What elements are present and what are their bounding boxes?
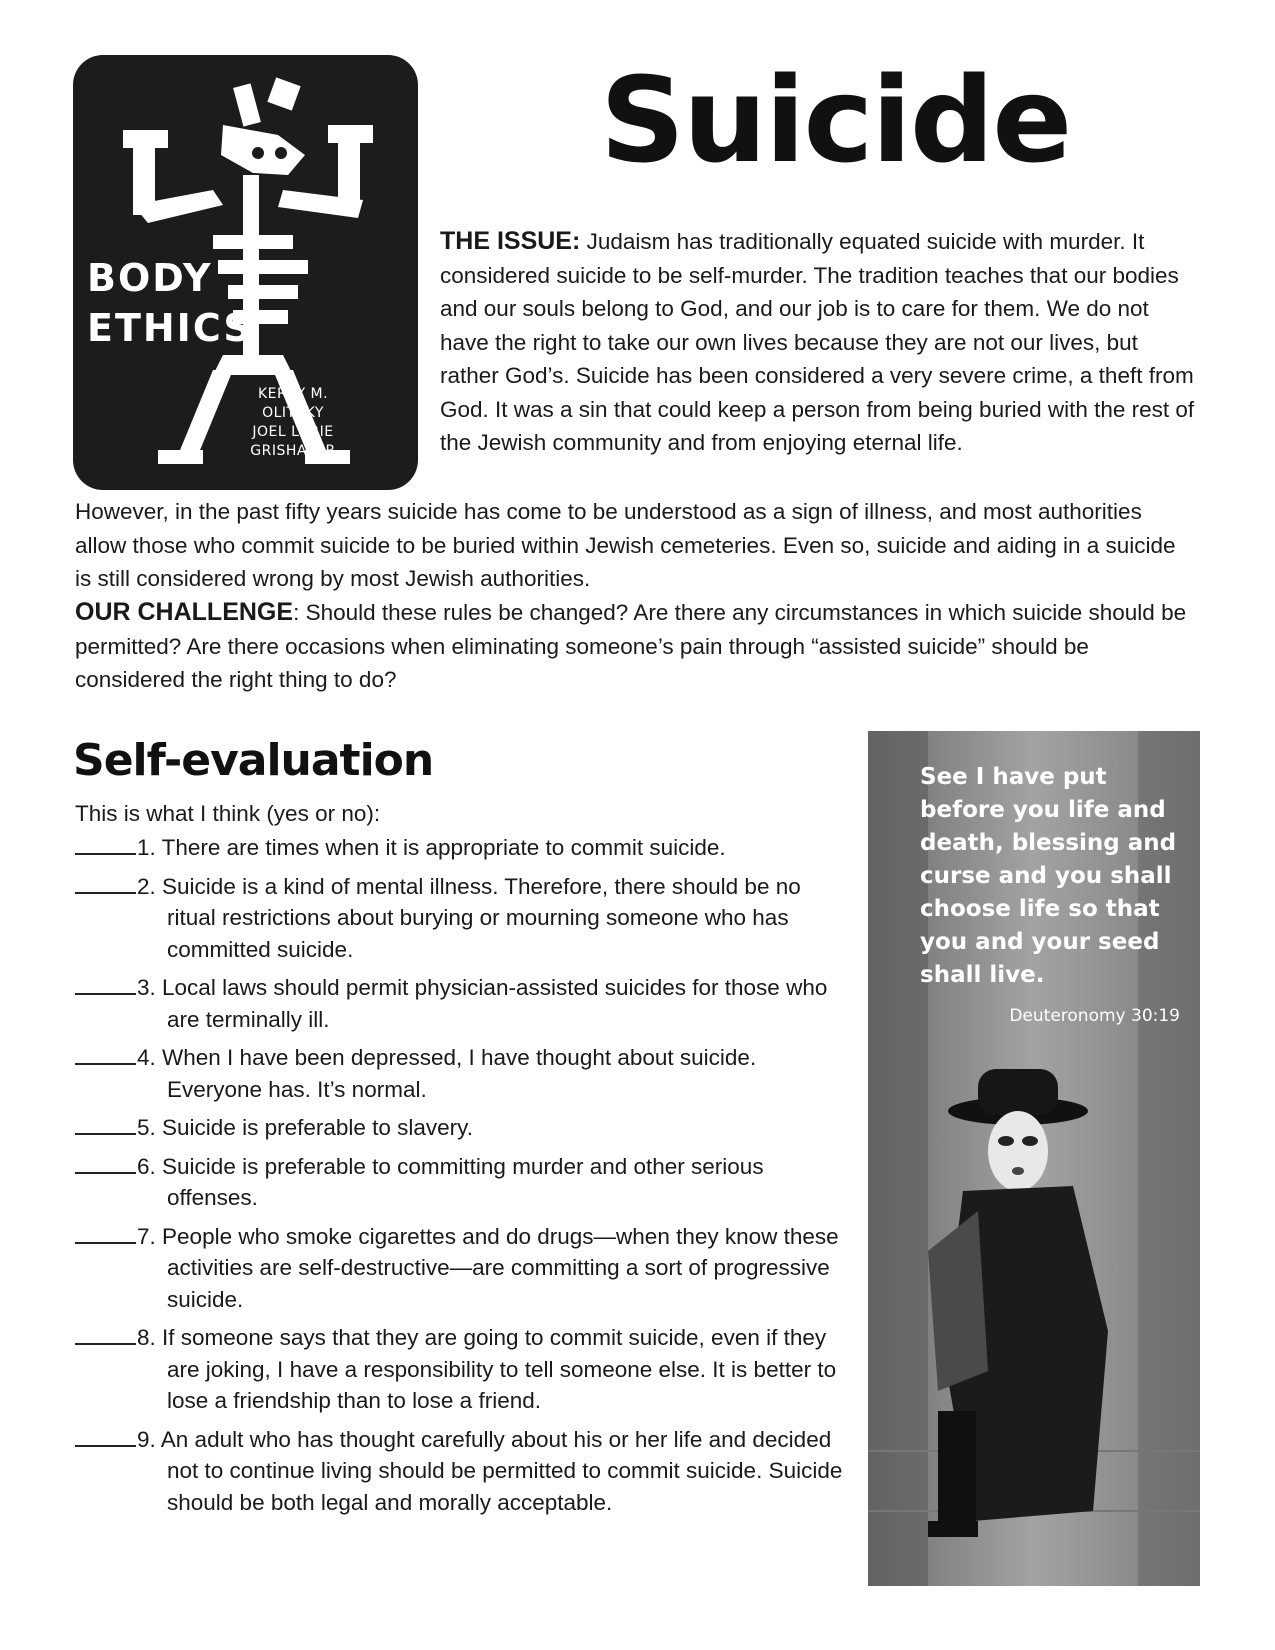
item-number: 7.	[137, 1223, 156, 1249]
item-text: There are times when it is appropriate to commit suicide.	[161, 835, 726, 860]
page-title: Suicide	[600, 51, 1071, 189]
logo-title-line-2: ETHICS	[87, 306, 253, 350]
answer-blank[interactable]	[75, 835, 136, 855]
logo-author-line: JOEL LURIE	[252, 424, 334, 440]
self-evaluation-list	[75, 832, 855, 1525]
challenge-text: : Should these rules be changed? Are there any circumstances in which suicide should be permitted? Are there occasions when eliminating someone’s pain through “assisted suicide” should be considered the right thing to do?	[75, 600, 1187, 692]
self-evaluation-intro: This is what I think (yes or no):	[75, 801, 381, 826]
item-number: 4.	[137, 1045, 156, 1070]
item-number: 2.	[137, 873, 156, 899]
item-text: Suicide is preferable to committing murder and other serious offenses.	[162, 1153, 764, 1210]
issue-label: THE ISSUE:	[440, 227, 581, 255]
item-number: 3.	[137, 975, 156, 1000]
item-number: 6.	[137, 1153, 156, 1179]
logo-author-line: KERRY M.	[257, 386, 329, 402]
logo-title-line-1: BODY	[87, 256, 213, 300]
item-text: Suicide is a kind of mental illness. Therefore, there should be no ritual restrictions about burying or mourning someone who has committed suicide.	[162, 873, 801, 962]
logo-title	[87, 253, 253, 353]
list-item	[75, 1221, 855, 1316]
logo-author-line: GRISHAVER	[250, 443, 336, 459]
list-item	[75, 1151, 855, 1214]
answer-blank[interactable]	[75, 975, 136, 995]
item-text: If someone says that they are going to commit suicide, even if they are joking, I have a responsibility to tell someone else. It is better to lose a friendship than to lose a friend.	[162, 1325, 837, 1413]
list-item	[75, 1424, 855, 1519]
answer-blank[interactable]	[75, 874, 136, 894]
challenge-label: OUR CHALLENGE	[75, 598, 294, 626]
item-number: 1.	[137, 835, 156, 860]
issue-paragraph	[440, 225, 1200, 460]
however-paragraph: However, in the past fifty years suicide has come to be understood as a sign of illness, and most authorities allow those who commit suicide to be buried within Jewish cemeteries. Even so, suicide and aiding in a suicide is still considered wrong by most Jewish authorities.	[75, 499, 1176, 591]
item-number: 5.	[137, 1115, 156, 1140]
list-item	[75, 1042, 855, 1105]
answer-blank[interactable]	[75, 1115, 136, 1135]
answer-blank[interactable]	[75, 1154, 136, 1174]
item-text: When I have been depressed, I have thought about suicide. Everyone has. It’s normal.	[162, 1045, 757, 1102]
logo-authors	[233, 385, 353, 461]
list-item	[75, 871, 855, 966]
list-item	[75, 972, 855, 1035]
item-text: People who smoke cigarettes and do drugs—when they know these activities are self-destructive—are committing a sort of progressive suicide.	[162, 1223, 839, 1312]
issue-text: Judaism has traditionally equated suicide with murder. It considered suicide to be self-murder. The tradition teaches that our bodies and our souls belong to God, and our job is to care for them. We do not have the right to take our own lives because they are not our lives, but rather God’s. Suicide has been considered a very severe crime, a theft from God. It was a sin that could keep a person from being buried with the rest of the Jewish community and from enjoying eternal life.	[440, 229, 1195, 455]
item-text: Local laws should permit physician-assisted suicides for those who are terminally ill.	[162, 975, 828, 1032]
answer-blank[interactable]	[75, 1045, 136, 1065]
answer-blank[interactable]	[75, 1427, 136, 1447]
book-logo	[73, 55, 418, 490]
masked-figure-photo	[868, 731, 1200, 1586]
item-text: An adult who has thought carefully about his or her life and decided not to continue living should be permitted to commit suicide. Suicide should be both legal and morally acceptable.	[160, 1426, 843, 1515]
challenge-paragraph	[75, 596, 1195, 697]
answer-blank[interactable]	[75, 1224, 136, 1244]
answer-blank[interactable]	[75, 1325, 136, 1345]
item-number: 9.	[137, 1426, 156, 1452]
item-number: 8.	[137, 1325, 156, 1350]
quote-text: See I have put before you life and death, blessing and curse and you shall choose life so that you and your seed shall live.	[920, 764, 1177, 988]
list-item	[75, 1112, 855, 1144]
list-item	[75, 832, 855, 864]
quote-citation: Deuteronomy 30:19	[1009, 1006, 1180, 1026]
self-evaluation-heading: Self-evaluation	[73, 735, 434, 786]
list-item	[75, 1322, 855, 1417]
item-text: Suicide is preferable to slavery.	[162, 1115, 474, 1140]
logo-author-line: OLITZKY	[262, 405, 324, 421]
